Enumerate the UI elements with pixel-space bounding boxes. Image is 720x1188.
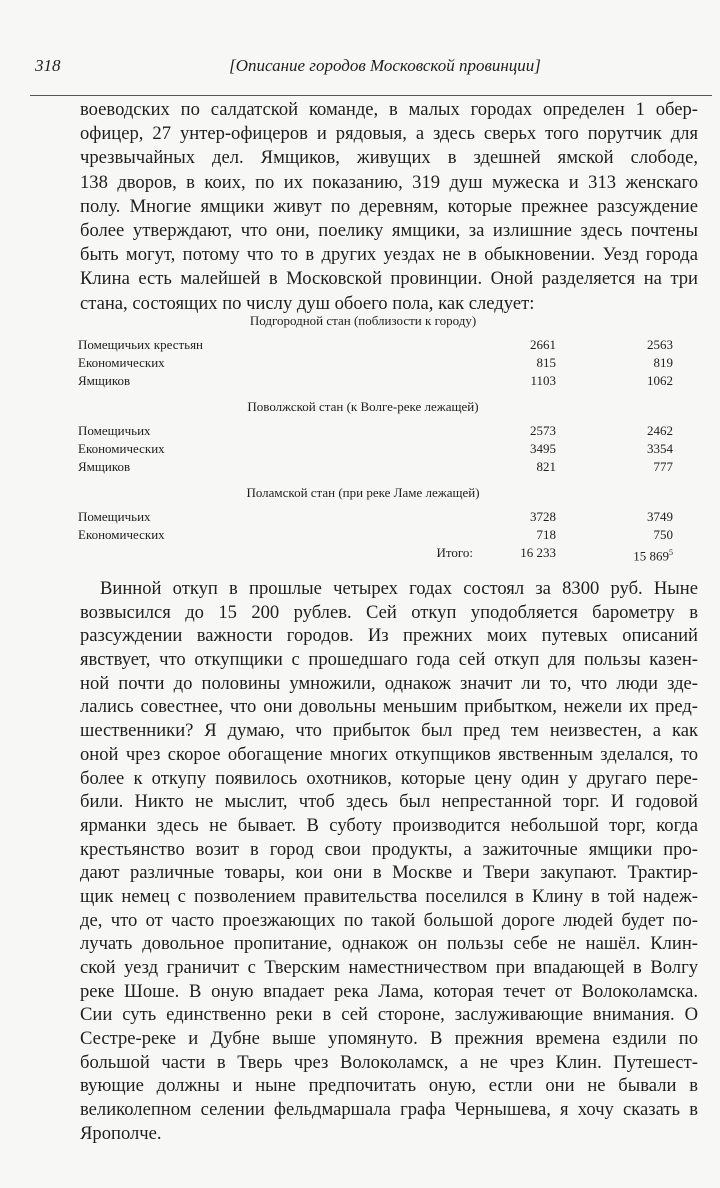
section-heading: Подгородной стан (поблизости к городу) <box>249 313 477 328</box>
row-label: Ямщиков <box>78 373 131 388</box>
total-row <box>78 544 678 562</box>
table-row <box>78 372 678 390</box>
text-line: 138 дворов, в коих, по их показанию, 319 душ мужеска и 313 женскаго <box>80 171 698 193</box>
text-line: де, что от часто проезжающих по такой большой дороге людей будет по- <box>80 909 698 931</box>
male-count: 2573 <box>530 423 556 438</box>
row-label: Помещичьих крестьян <box>78 337 204 352</box>
total-female <box>633 544 673 565</box>
row-label: Економических <box>78 441 165 456</box>
running-header: [Описание городов Московской провинции] <box>229 56 541 75</box>
row-label: Помещичьих <box>78 423 151 438</box>
text-line: офицер, 27 унтер-офицеров и рядовыя, а здесь сверьх того порутчик для <box>80 123 698 145</box>
male-count: 815 <box>536 355 556 370</box>
text-line: чрезвычайных дел. Ямщиков, живущих в здешней ямской слободе, <box>80 147 698 169</box>
male-count: 1103 <box>530 373 556 388</box>
text-line: быть могут, потому что то в других уездах не в обыкновении. Уезд города <box>80 244 698 266</box>
text-line: дают различные товары, кои они в Москве и Твери закупают. Трактир- <box>80 862 698 884</box>
table-row <box>78 422 678 440</box>
female-count: 1062 <box>647 373 673 388</box>
text-line: Ярополче. <box>80 1122 162 1144</box>
text-line: Винной откуп в прошлые четырех годах состоял за 8300 руб. Ныне <box>100 578 698 599</box>
table-row <box>78 508 678 526</box>
text-line: полу. Многие ямщики живут по деревням, которые прежнее разсуждение <box>80 195 698 217</box>
text-line: воеводских по салдатской команде, в малых городах определен 1 обер- <box>80 99 698 120</box>
text-line: лучать довольное пропитание, однакож он пользы себе не нашёл. Клин- <box>80 933 698 955</box>
row-label: Економических <box>78 355 165 370</box>
paragraph-2 <box>80 577 698 1146</box>
text-line: ярманки здесь не бывает. В суботу производится небольшой торг, когда <box>80 814 698 836</box>
female-count: 819 <box>653 355 673 370</box>
row-label: Помещичьих <box>78 509 151 524</box>
text-line: били. Никто не мыслит, чтоб здесь был непрестанной торг. И годовой <box>80 791 698 813</box>
footnote-marker: 5 <box>669 548 673 557</box>
text-line: ной почти до половины умножили, однакож значит ли то, что люди зде- <box>80 672 698 694</box>
total-label: Итого: <box>436 545 473 560</box>
section-heading: Поламской стан (при реке Ламе лежащей) <box>246 485 480 500</box>
female-count: 3354 <box>647 441 673 456</box>
population-table <box>78 310 678 562</box>
section-heading: Поволжской стан (к Волге-реке лежащей) <box>247 399 479 414</box>
text-line: реке Шоше. В оную впадает река Лама, которая течет от Волоколамска. <box>80 980 698 1002</box>
total-male: 16 233 <box>520 545 556 560</box>
text-line: шественники? Я думаю, что прибыток был пред тем неизвестен, а как <box>80 720 698 742</box>
text-line: Сестре-реке и Дубне выше упомянуто. В прежния времена ездили по <box>80 1028 698 1050</box>
table-row <box>78 526 678 544</box>
male-count: 718 <box>536 527 556 542</box>
text-line: ской уезд граничит с Тверским наместничеством при впадающей в Волгу <box>80 957 698 978</box>
text-line: щик немец с позволением правительства поселился в Клину в той надеж- <box>80 885 698 907</box>
table-row <box>78 336 678 354</box>
text-line: явствует, что откупщики с прошедшаго года сей откуп для пользы казен- <box>80 649 698 671</box>
text-line: крестьянство возит в город свои продукты, а зажиточные ямщики про- <box>80 838 698 860</box>
text-line: Сии суть единственно реки в сей стороне, заслуживающие внимания. О <box>80 1004 698 1026</box>
female-count: 2462 <box>647 423 673 438</box>
male-count: 3495 <box>530 441 556 456</box>
row-label: Економических <box>78 527 165 542</box>
male-count: 821 <box>536 459 556 474</box>
text-line: лались совестнее, что они довольны меньшим прибытком, нежели их пред- <box>80 696 698 718</box>
text-line: оной чрез скорое обогащение многих откупщиков явственным зделался, то <box>80 743 698 765</box>
text-line: возвысился до 15 200 рублев. Сей откуп уподобляется барометру в <box>80 601 698 623</box>
table-row <box>78 458 678 476</box>
header-rule <box>30 95 712 96</box>
row-label: Ямщиков <box>78 459 131 474</box>
table-row <box>78 354 678 372</box>
female-count: 777 <box>653 459 673 474</box>
female-count: 3749 <box>647 509 673 524</box>
text-line: разсуждении важности городов. Из прежних моих путевых описаний <box>80 625 698 647</box>
text-line: более утверждают, что они, поелику ямщики, за излишние здесь почтены <box>80 219 698 241</box>
female-count: 2563 <box>647 337 673 352</box>
paragraph-1 <box>80 98 698 316</box>
male-count: 2661 <box>530 337 556 352</box>
male-count: 3728 <box>530 509 556 524</box>
female-count: 750 <box>653 527 673 542</box>
text-line: большой части в Тверь чрез Волоколамск, а не чрез Клин. Путешест- <box>80 1051 698 1073</box>
text-line: вующие должны и ныне предпочитать оную, естли они не бывали в <box>80 1075 698 1097</box>
text-line: Клина есть малейшей в Московской провинции. Оной разделяется на три <box>80 268 698 290</box>
total-female-value: 15 869 <box>633 548 669 564</box>
page-number: 318 <box>35 56 61 75</box>
text-line: стана, состоящих по числу душ обоего пола, как следует: <box>80 292 535 314</box>
text-line: великолепном селении фельдмаршала графа Чернышева, я хочу сказать в <box>80 1099 698 1121</box>
table-row <box>78 440 678 458</box>
text-line: более к откупу появилось охотников, которые цену один у другаго пере- <box>80 767 698 789</box>
